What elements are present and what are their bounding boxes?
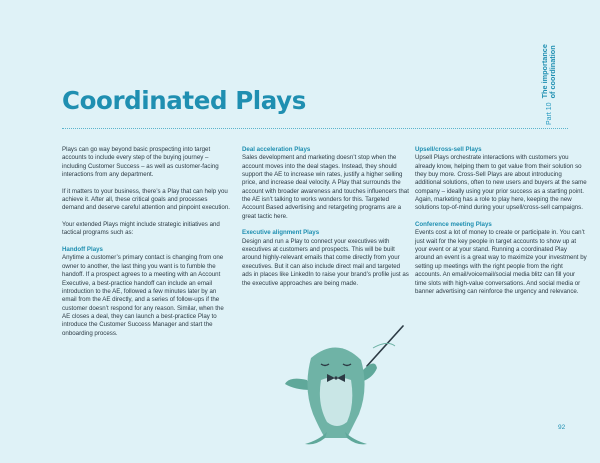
executive-alignment-paragraph: Design and run a Play to connect your executives with executives at customers and prospects. This will be built around highly-relevant emails that come directly from your executives. But it can also include direct mail and targeted ads in places like LinkedIn to raise your brand’s profile just as the executive approaches are being made. [242, 237, 409, 287]
column-left [62, 146, 230, 346]
conference-heading: Conference meeting Plays [415, 221, 492, 229]
upsell-paragraph: Upsell Plays orchestrate interactions with customers you already know, helping them to get value from their solution so they buy more. Cross-Sell Plays are about introducing additional solutions, often to new users and buyers at the same company – ideally using your prior success as a starting point. Again, marketing has a role to play here, keeping the new solutions top-of-mind during your upsell/cross-sell campaigns. [415, 154, 587, 212]
upsell-heading: Upsell/cross-sell Plays [415, 146, 482, 153]
whale-conductor-illustration [255, 318, 435, 448]
left-fin-icon [285, 379, 311, 390]
baton-icon [367, 326, 403, 366]
column-right [415, 146, 587, 305]
conference-paragraph: Events cost a lot of money to create or participate in. You can’t just wait for the key people in target accounts to show up at your event or at your stand. Running a coordinated Play around an event is a great way to maximize your investment by setting up meetings with the right people from the right accounts. An email/voicemail/social media blitz can fill your time slots with high-value conversations. And social media or banner advertising can reinforce the urgency and relevance. [415, 229, 587, 295]
body-paragraph: If it matters to your business, there’s a Play that can help you achieve it. After all, these critical goals and processes demand and deserve careful attention and pinpoint execution. [62, 187, 230, 212]
part-number: Part 10 [545, 102, 553, 125]
section-title-line-2: of coordination [548, 45, 557, 99]
executive-alignment-heading: Executive alignment Plays [242, 229, 320, 237]
deal-acceleration-heading: Deal acceleration Plays [242, 146, 311, 153]
handoff-paragraph: Anytime a customer’s primary contact is changing from one owner to another, the last thing you want is to fumble the handoff. If a prospect agrees to a meeting with an Account Executive, a best-practice handoff can include an email introduction to the AE, followed a few minutes later by an email from the AE directly, and a series of follow-ups if the customer doesn’t respond for any reason. Similar, when the AE closes a deal, they can launch a best-practice Play to introduce the Customer Success Manager and start the onboarding process. [62, 254, 224, 337]
handoff-heading: Handoff Plays [62, 246, 103, 254]
column-middle [242, 146, 410, 296]
deal-acceleration-paragraph: Sales development and marketing doesn’t stop when the account moves into the deal stages. Instead, they should support the AE to increase win rates, justify a higher selling price, and increase deal velocity. A Play that surrounds the account with broader awareness and touches influencers that the AE isn’t talking to works wonders for this. Targeted Account Based advertising and retargeting programs are a great tactic here. [242, 154, 409, 220]
dotted-divider [62, 128, 568, 129]
page-title: Coordinated Plays [62, 86, 306, 115]
page-number: 92 [558, 424, 566, 431]
section-title-line-1: The importance [539, 44, 549, 99]
section-label [525, 44, 573, 125]
body-paragraph: Your extended Plays might include strategic initiatives and tactical programs such as: [62, 221, 220, 237]
intro-paragraph: Plays can go way beyond basic prospecting into target accounts to include every step of the buying journey – including Customer Success – as well as customer-facing interactions from any department. [62, 146, 219, 179]
